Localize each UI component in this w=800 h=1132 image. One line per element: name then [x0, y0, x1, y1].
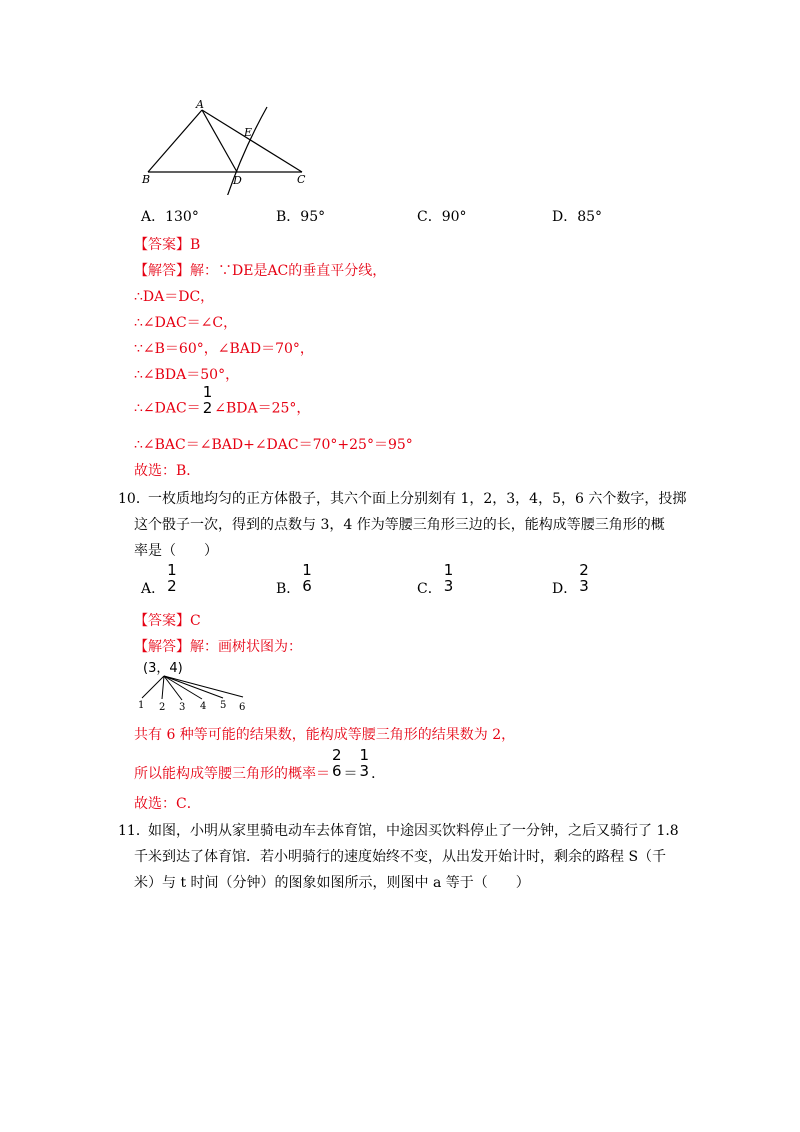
q10-c-num: 1: [443, 561, 454, 579]
q9-frac-num: 1: [202, 383, 213, 401]
q9-solution-line-1: 【解答】解：∵DE是AC的垂直平分线，: [134, 263, 387, 279]
q9-option-a: A．130°: [141, 209, 199, 225]
q9-answer: 【答案】B: [134, 237, 201, 253]
q10-sol-frac2-num: 1: [359, 746, 370, 764]
q10-sol-frac1-num: 2: [332, 746, 342, 764]
label-d: D: [233, 174, 242, 187]
q10-sol-frac1-den: 6: [332, 762, 342, 780]
q10-option-b-label: B．: [276, 580, 301, 597]
triangle-figure: [135, 95, 325, 195]
q9-solution-line-2: ∴DA＝DC，: [134, 289, 215, 305]
q10-solution-line-2: [134, 746, 386, 782]
q9-frac-den: 2: [202, 399, 213, 417]
q10-solution-line-1: 共有 6 种等可能的结果数，能构成等腰三角形的结果数为 2，: [134, 727, 516, 743]
q9-solution-line-6: [134, 383, 311, 424]
label-c: C: [297, 173, 306, 186]
tree-leaf-6: 6: [239, 702, 246, 712]
q10-d-num: 2: [579, 561, 589, 579]
q10-b-num: 1: [302, 561, 312, 579]
label-a: A: [196, 98, 204, 111]
q10-option-b-fraction: [300, 563, 314, 594]
tree-leaf-4: 4: [200, 701, 207, 712]
tree-diagram: [132, 672, 262, 712]
q10-solution-line-2-text: 所以能构成等腰三角形的概率＝: [134, 765, 330, 782]
q10-solution-frac-2: [358, 748, 372, 779]
q9-solution-line-6-suffix: ∠BDA＝25°，: [214, 400, 311, 417]
q10-a-num: 1: [167, 561, 177, 579]
q10-choose: 故选：C．: [134, 796, 201, 812]
q9-option-b: B．95°: [276, 209, 326, 225]
q9-option-c: C．90°: [417, 209, 467, 225]
q10-line-1: 一枚质地均匀的正方体骰子，其六个面上分别刻有 1，2，3，4，5，6 六个数字，投掷: [148, 491, 687, 507]
q10-sol-frac2-den: 3: [359, 762, 370, 780]
label-e: E: [244, 126, 253, 139]
q10-solution-frac-1: [330, 748, 344, 779]
label-b: B: [142, 173, 151, 186]
q9-solution-line-6-prefix: ∴∠DAC＝: [134, 400, 201, 417]
q10-a-den: 2: [167, 577, 177, 595]
tree-leaf-1: 1: [138, 700, 145, 711]
q9-solution-line-4: ∵∠B＝60°，∠BAD＝70°，: [134, 341, 314, 357]
q10-option-c-fraction: [442, 563, 456, 594]
q10-line-3: 率是（ ）: [134, 543, 218, 559]
tree-leaf-5: 5: [220, 700, 227, 711]
q11-line-3: 米）与 t 时间（分钟）的图象如图所示，则图中 a 等于（ ）: [134, 875, 530, 891]
q10-option-d: [552, 561, 591, 597]
q9-solution-line-3: ∴∠DAC＝∠C，: [134, 315, 238, 331]
q10-d-den: 3: [579, 577, 589, 595]
q9-choose: 故选：B．: [134, 463, 201, 479]
q10-option-d-label: D．: [552, 580, 578, 597]
q10-number: 10．: [118, 491, 150, 507]
q10-b-den: 6: [302, 577, 312, 595]
q10-option-b: [276, 561, 314, 597]
q10-solution-intro: 【解答】解：画树状图为：: [134, 639, 302, 655]
q10-c-den: 3: [443, 577, 454, 595]
tree-leaf-3: 3: [179, 702, 186, 712]
q11-line-2: 千米到达了体育馆．若小明骑行的速度始终不变，从出发开始计时，剩余的路程 S（千: [134, 849, 667, 865]
q11-number: 11．: [118, 823, 150, 839]
q10-option-c: [417, 561, 455, 597]
q10-answer: 【答案】C: [134, 613, 201, 629]
q10-line-2: 这个骰子一次，得到的点数与 3，4 作为等腰三角形三边的长，能构成等腰三角形的概: [134, 517, 665, 533]
q9-solution-fraction: [201, 385, 215, 416]
q10-option-a-fraction: [165, 563, 179, 594]
tree-root-label: (3，4): [143, 661, 183, 676]
q10-option-a: [141, 561, 179, 597]
q9-option-d: D．85°: [552, 209, 603, 225]
q10-solution-eq: ＝: [343, 765, 358, 782]
q10-option-a-label: A．: [141, 580, 166, 597]
tree-leaf-2: 2: [159, 702, 166, 712]
q11-line-1: 如图，小明从家里骑电动车去体育馆，中途因买饮料停止了一分钟，之后又骑行了 1.8: [148, 823, 679, 839]
q9-solution-line-7: ∴∠BAC＝∠BAD+∠DAC＝70°+25°＝95°: [134, 437, 413, 453]
q10-option-d-fraction: [577, 563, 591, 594]
q10-solution-end: ．: [371, 765, 386, 782]
q10-option-c-label: C．: [417, 580, 442, 597]
q9-solution-line-5: ∴∠BDA＝50°，: [134, 367, 240, 383]
